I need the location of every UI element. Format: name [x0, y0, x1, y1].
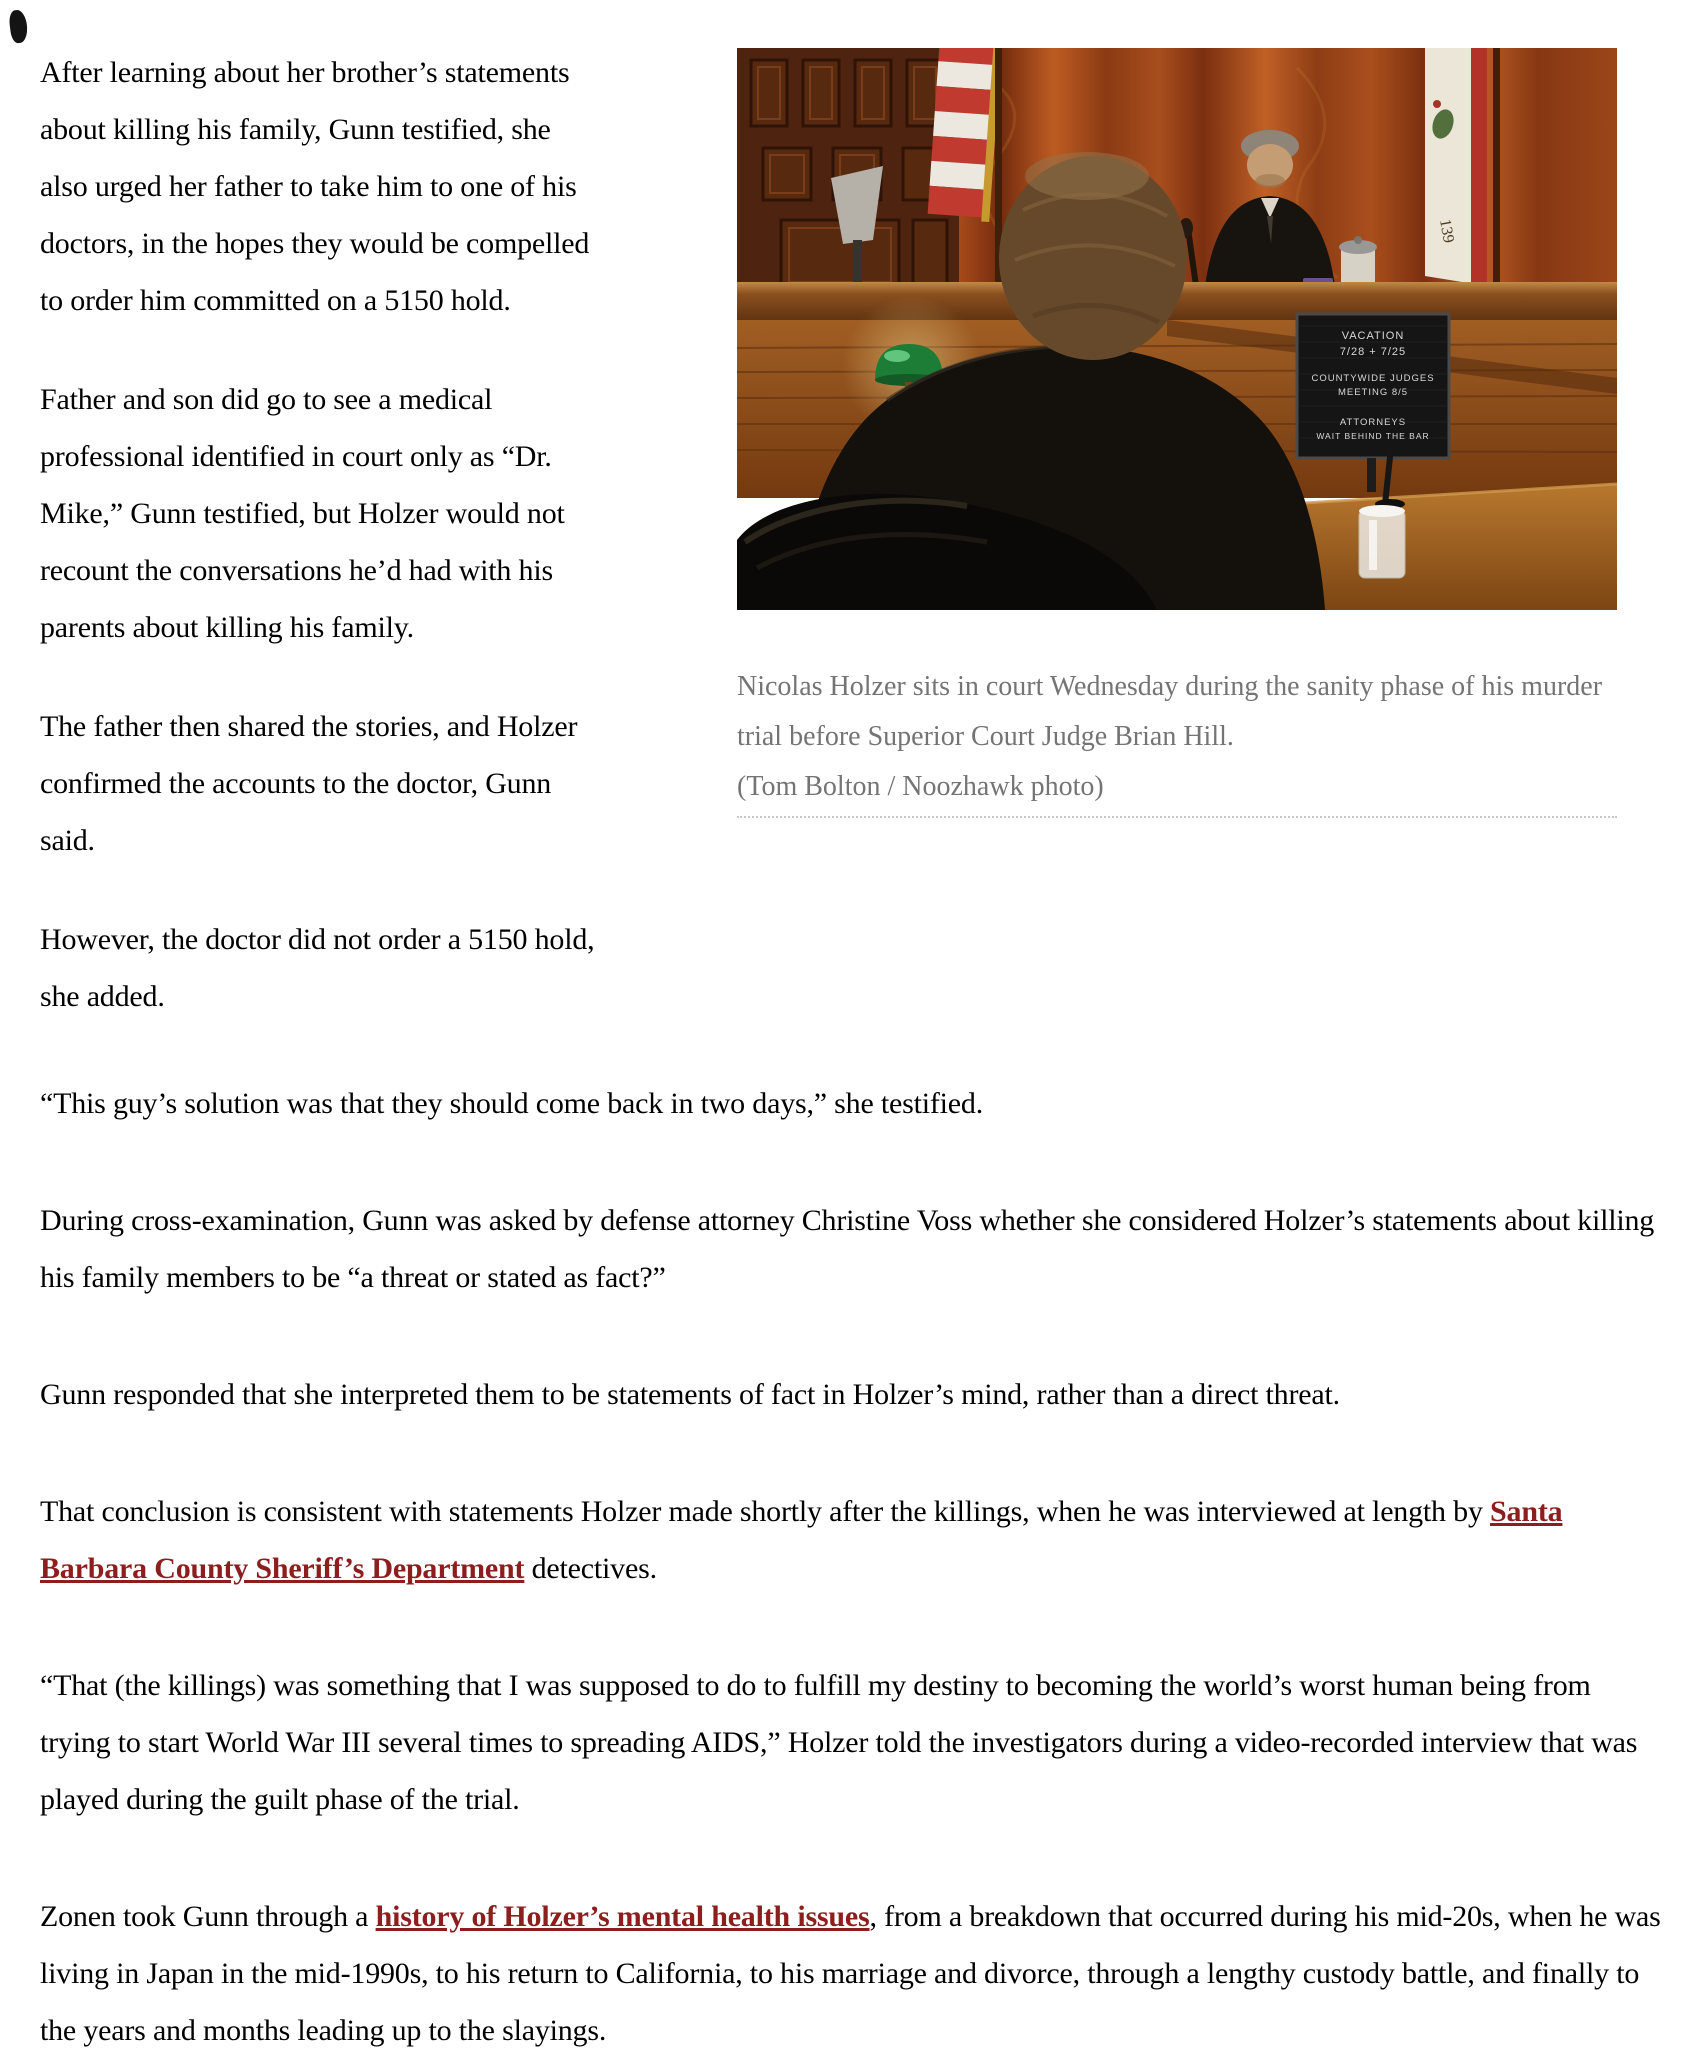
paragraph: After learning about her brother’s statements about killing his family, Gunn testified, she also urged her father to take him to one of his doctors, in the hopes they would be compelled to order him committed on a 5150 hold.: [40, 56, 590, 317]
sign-line: MEETING 8/5: [1337, 387, 1409, 398]
inline-link[interactable]: history of Holzer’s mental health issues: [375, 1900, 870, 1933]
sign-line: ATTORNEYS: [1339, 417, 1407, 428]
full-width-text: [40, 1075, 1662, 2059]
paragraph: “That (the killings) was something that I was supposed to do to fulfill my destiny to becoming the world’s worst human being from trying to start World War III several times to spreading AIDS,” Holzer told the investigators during a video-recorded interview that was played during the guilt phase of the trial.: [40, 1669, 1638, 1816]
sign-line: 7/28 + 7/25: [1339, 346, 1407, 358]
courtroom-photo: [737, 48, 1617, 610]
inline-link[interactable]: Santa Barbara County Sheriff’s Department: [40, 1495, 1563, 1585]
cropped-glyph-fragment: [8, 9, 29, 44]
paragraph: Father and son did go to see a medical professional identified in court only as “Dr. Mike,” Gunn testified, but Holzer would not recount the conversations he’d had with his parents about killing his family.: [40, 383, 565, 644]
paragraph: “This guy’s solution was that they should come back in two days,” she testified.: [40, 1087, 984, 1120]
sign-line: VACATION: [1341, 330, 1405, 342]
caption-divider: [737, 816, 1617, 818]
courtroom-photo-figure: [737, 48, 1617, 818]
paragraph: Zonen took Gunn through a history of Holzer’s mental health issues, from a breakdown that occurred during his mid-20s, when he was living in Japan in the mid-1990s, to his return to California, to his marriage and divorce, through a lengthy custody battle, and finally to the years and months leading up to the slayings.: [40, 1900, 1661, 2047]
sign-line: WAIT BEHIND THE BAR: [1316, 431, 1430, 441]
water-cup: [1359, 505, 1405, 578]
sign-line: COUNTYWIDE JUDGES: [1311, 373, 1435, 384]
svg-text:139: 139: [1436, 217, 1457, 245]
photo-credit: (Tom Bolton / Noozhawk photo): [737, 771, 1104, 802]
paragraph: That conclusion is consistent with statements Holzer made shortly after the killings, when he was interviewed at length by Santa Barbara County Sheriff’s Department detectives.: [40, 1495, 1563, 1585]
photo-caption-block: [737, 662, 1617, 812]
paragraph: During cross-examination, Gunn was asked by defense attorney Christine Voss whether she considered Holzer’s statements about killing his family members to be “a threat or stated as fact?”: [40, 1204, 1655, 1294]
paragraph: The father then shared the stories, and Holzer confirmed the accounts to the doctor, Gunn said.: [40, 710, 578, 857]
left-text-column: [40, 44, 602, 1067]
paragraph: However, the doctor did not order a 5150 hold, she added.: [40, 923, 595, 1013]
photo-caption: Nicolas Holzer sits in court Wednesday during the sanity phase of his murder trial before Superior Court Judge Brian Hill.: [737, 671, 1603, 752]
paragraph: Gunn responded that she interpreted them to be statements of fact in Holzer’s mind, rather than a direct threat.: [40, 1378, 1340, 1411]
